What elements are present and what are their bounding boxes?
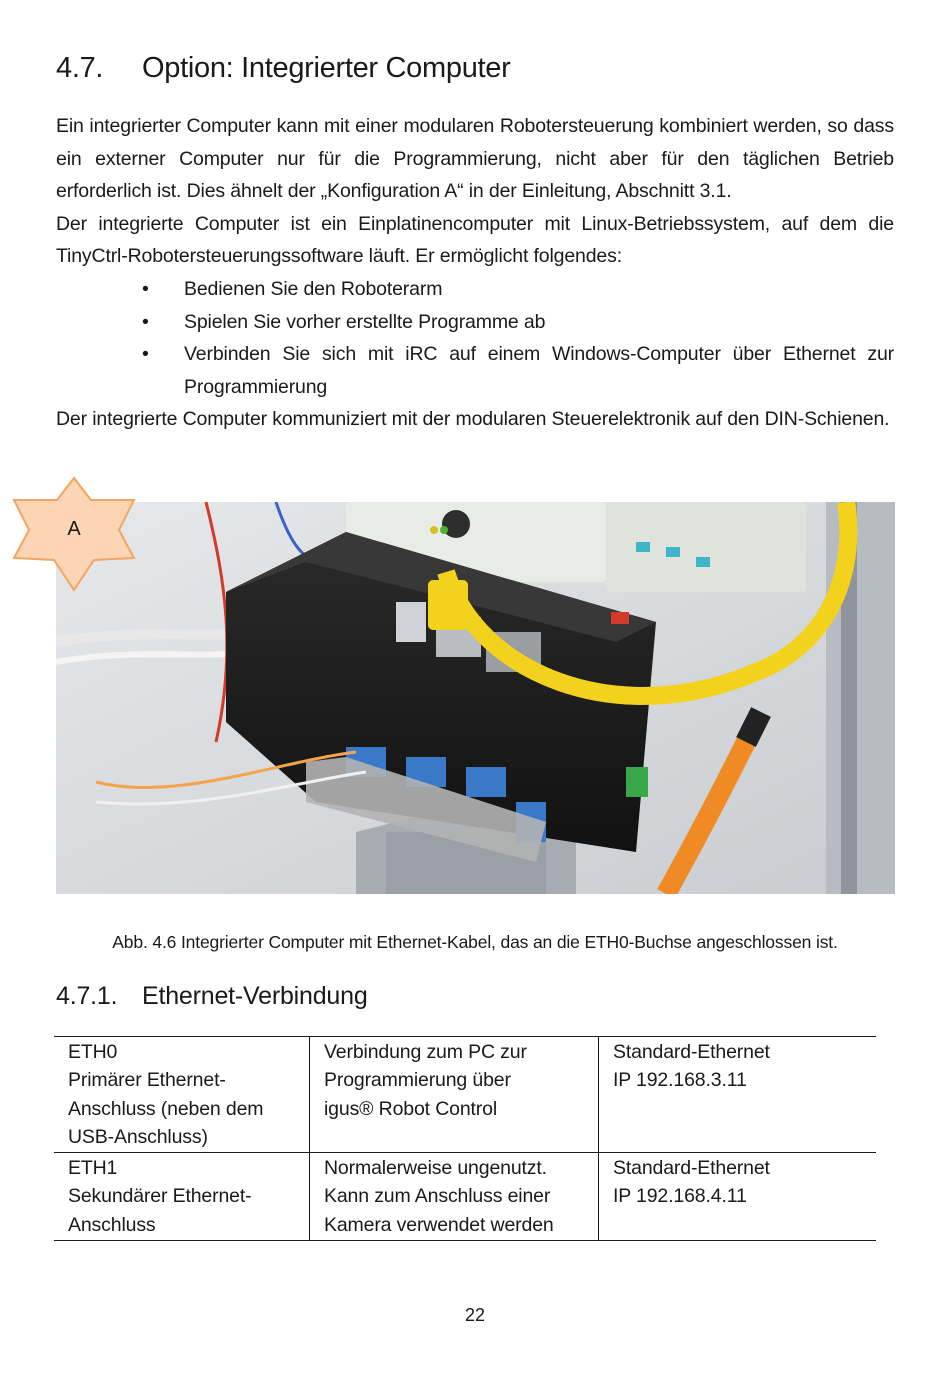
subsection-number: 4.7.1. [56,982,118,1010]
list-item: • Spielen Sie vorher erstellte Programme ab [56,306,894,339]
table-cell [310,1153,599,1241]
cell-text: Anschluss (neben dem [68,1097,264,1120]
cell-text: IP 192.168.3.11 [613,1069,747,1092]
page-number: 22 [464,1305,486,1325]
cell-text: USB-Anschluss) [68,1125,208,1148]
table-cell [310,1037,599,1153]
cell-text: ETH0 [68,1041,118,1063]
cell-text: ETH1 [68,1157,118,1180]
subsection-title: Ethernet-Verbindung [142,982,368,1010]
section-title: Option: Integrierter Computer [142,52,511,84]
ethernet-table [54,1036,876,1241]
label-badge [10,476,138,592]
paragraph-description: Der integrierte Computer ist ein Einplatinencomputer mit Linux-Betriebssystem, auf dem die TinyCtrl-Robotersteuerungssoftware läuft. Er ermöglicht folgendes: [56,212,894,268]
cell-text: Standard-Ethernet [613,1157,770,1180]
subsection-heading [56,982,368,1011]
table-cell [54,1153,310,1241]
cell-text: Sekundärer Ethernet- [68,1185,252,1208]
list-item: • Bedienen Sie den Roboterarm [56,273,894,306]
paragraph-communication: Der integrierte Computer kommuniziert mit der modularen Steuerelektronik auf den DIN-Schienen. [56,408,890,431]
paragraph-intro: Ein integrierter Computer kann mit einer modularen Robotersteuerung kombiniert werden, so dass ein externer Computer nur für die Programmierung, nicht aber für den täglichen Betrieb erforderlich ist. Dies ähnelt der „Konfiguration A“ in der Einleitung, Abschnitt 3.1. [56,115,894,203]
cell-text: Primärer Ethernet- [68,1069,226,1092]
table-cell [599,1153,877,1241]
computer-photo [56,502,895,894]
figure-caption: Abb. 4.6 Integrierter Computer mit Ethernet-Kabel, das an die ETH0-Buchse angeschlossen ist. [112,932,838,952]
badge-label: A [67,518,81,540]
table-row [54,1037,876,1153]
table-cell [599,1037,877,1153]
feature-list [56,273,894,403]
section-number: 4.7. [56,52,104,84]
table-cell [54,1037,310,1153]
cell-text: Kamera verwendet werden [324,1213,554,1236]
cell-text: Anschluss [68,1213,156,1236]
cell-text: Standard-Ethernet [613,1041,770,1063]
section-heading [56,52,510,85]
cell-text: Verbindung zum PC zur [324,1041,527,1063]
cell-text: Kann zum Anschluss einer [324,1185,551,1208]
table-row [54,1153,876,1241]
cell-text: IP 192.168.4.11 [613,1185,747,1208]
cell-text: Normalerweise ungenutzt. [324,1157,547,1180]
cell-text: Programmierung über [324,1069,511,1092]
cell-text: igus® Robot Control [324,1097,498,1120]
computer-photo-illustration [56,502,895,894]
body-text [56,110,894,436]
list-item: • Verbinden Sie sich mit iRC auf einem Windows-Computer über Ethernet zur Programmierung [56,338,894,403]
